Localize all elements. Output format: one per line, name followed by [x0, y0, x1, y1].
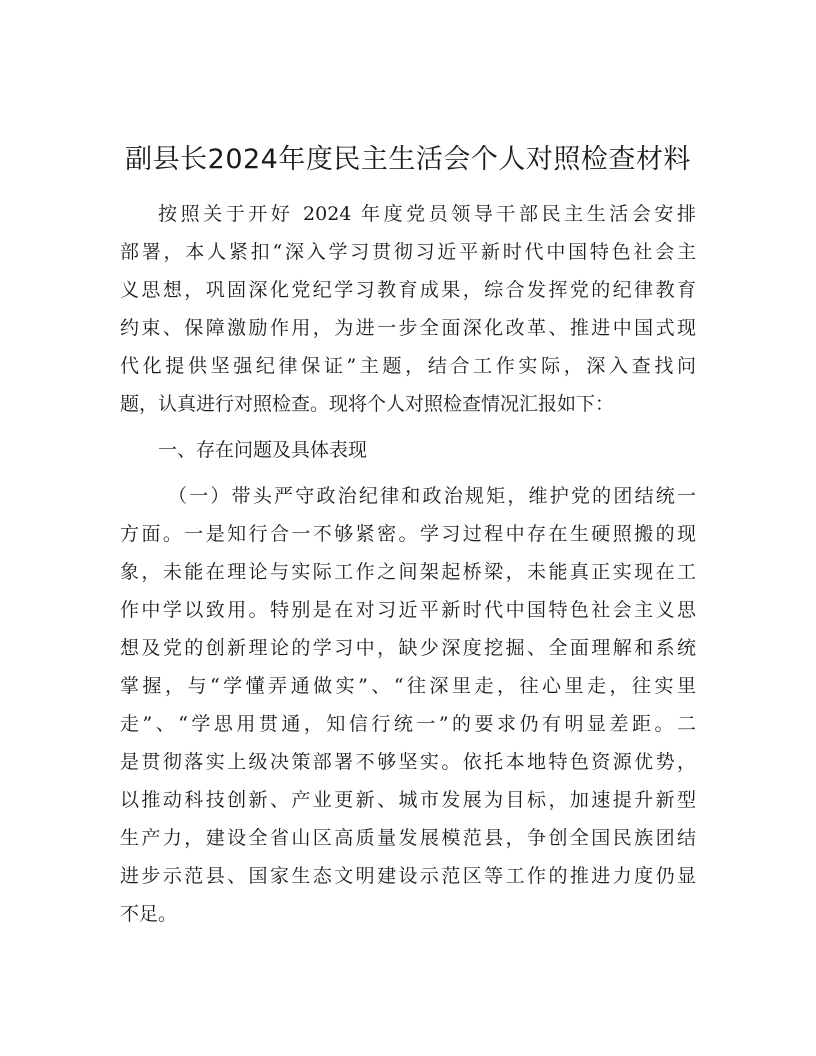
paragraph-line: 以推动科技创新、产业更新、城市发展为目标，加速提升新型 — [120, 789, 696, 811]
paragraph-line: 不足。 — [120, 903, 178, 925]
paragraph-line: 方面。一是知行合一不够紧密。学习过程中存在生硬照搬的现 — [120, 523, 696, 545]
paragraph-line: 义思想，巩固深化党纪学习教育成果，综合发挥党的纪律教育 — [120, 279, 696, 301]
document-body — [120, 195, 696, 933]
paragraph-line: 题，认真进行对照检查。现将个人对照检查情况汇报如下： — [120, 393, 615, 415]
document-title: 副县长2024年度民主生活会个人对照检查材料 — [125, 144, 691, 175]
paragraph-line: 生产力，建设全省山区高质量发展模范县，争创全国民族团结 — [120, 827, 696, 849]
paragraph-line: 代化提供坚强纪律保证”主题，结合工作实际，深入查找问 — [120, 355, 696, 377]
paragraph-line: 象，未能在理论与实际工作之间架起桥梁，未能真正实现在工 — [120, 561, 696, 583]
paragraph-line: （一）带头严守政治纪律和政治规矩，维护党的团结统一 — [168, 485, 696, 507]
paragraph-line: 按照关于开好 2024 年度党员领导干部民主生活会安排 — [158, 203, 696, 225]
paragraph-line: 掌握，与“学懂弄通做实”、“往深里走，往心里走，往实里 — [120, 675, 696, 697]
paragraph-line: 作中学以致用。特别是在对习近平新时代中国特色社会主义思 — [120, 599, 696, 621]
paragraph-line: 走”、“学思用贯通，知信行统一”的要求仍有明显差距。二 — [120, 713, 696, 735]
paragraph-line: 想及党的创新理论的学习中，缺少深度挖掘、全面理解和系统 — [120, 637, 696, 659]
paragraph-line: 是贯彻落实上级决策部署不够坚实。依托本地特色资源优势， — [120, 751, 696, 773]
paragraph-line: 部署，本人紧扣“深入学习贯彻习近平新时代中国特色社会主 — [120, 241, 696, 263]
section-heading: 一、存在问题及具体表现 — [158, 439, 368, 461]
paragraph-line: 约束、保障激励作用，为进一步全面深化改革、推进中国式现 — [120, 317, 696, 339]
paragraph-line: 进步示范县、国家生态文明建设示范区等工作的推进力度仍显 — [120, 865, 696, 887]
